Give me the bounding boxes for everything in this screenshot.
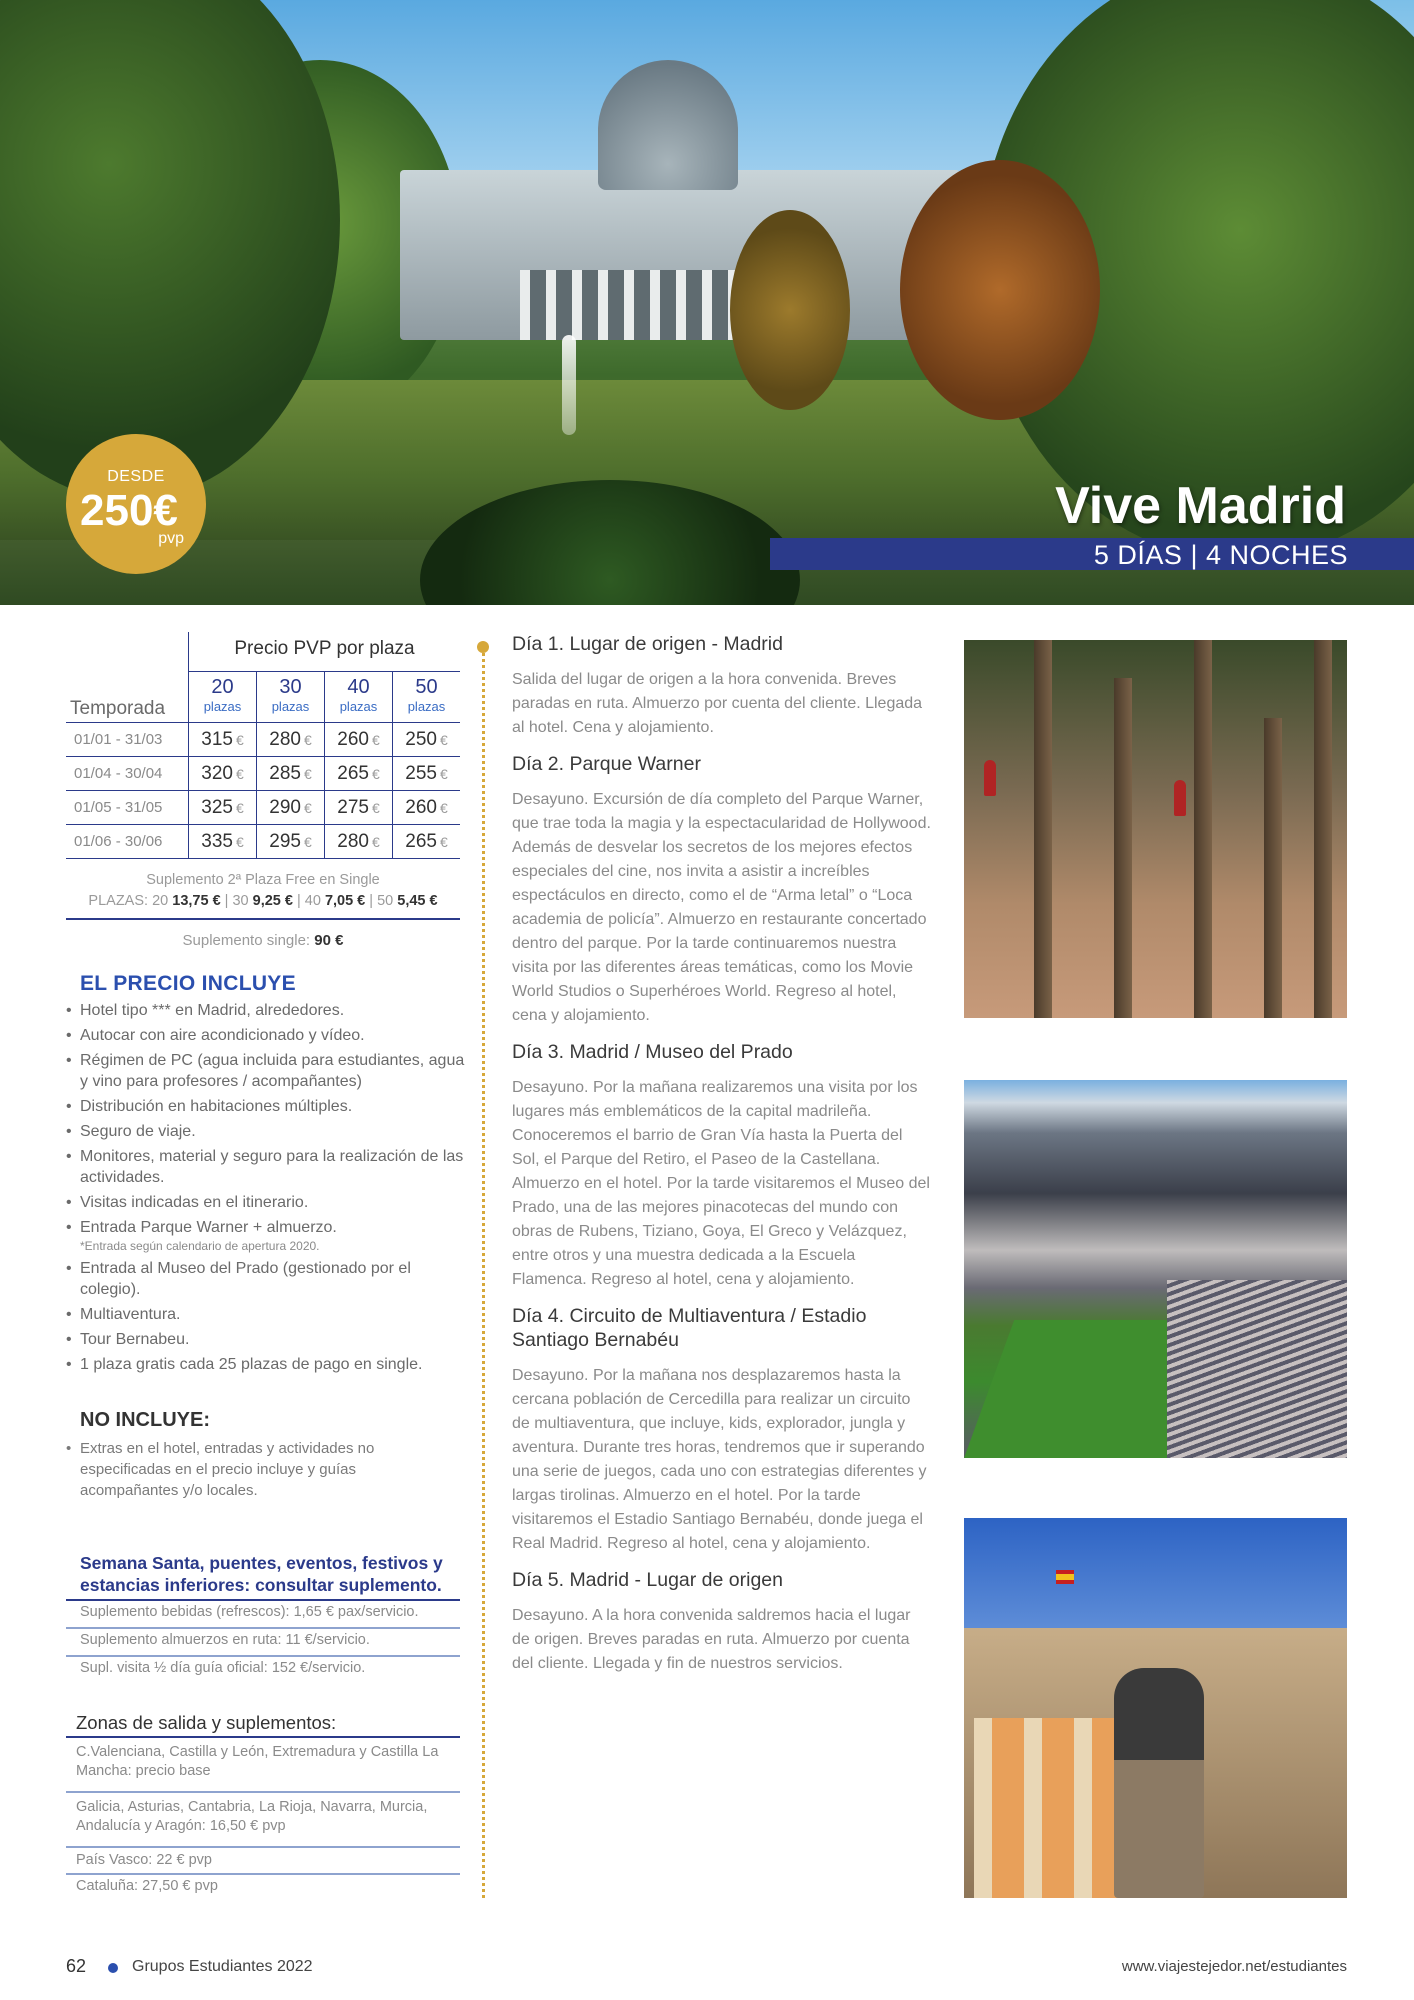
- not-included-text: • Extras en el hotel, entradas y actividades no especificadas en el precio incluye y guías acompañantes y/o locales.: [66, 1438, 436, 1501]
- itinerary: [512, 632, 932, 1688]
- day-text: Desayuno. Por la mañana nos desplazaremos hasta la cercana población de Cercedilla para realizar un circuito de multiaventura, que incluye, kids, explorador, jungla y aventura. Durante tres horas, tendremos que ir superando una serie de juegos, cada uno con estrategias diferentes y largas tirolinas. Almuerzo en el hotel. Por la tarde visitaremos el Estadio Santiago Bernabéu, donde juega el Real Madrid. Regreso al hotel, cena y alojamiento.: [512, 1367, 927, 1552]
- page-number: 62: [66, 1956, 87, 1976]
- table-row: [66, 757, 460, 791]
- dotted-divider: [482, 648, 485, 1898]
- price-cell: 285 €: [256, 757, 324, 790]
- divider: [66, 1736, 460, 1738]
- day-title: Día 4. Circuito de Multiaventura / Estadio Santiago Bernabéu: [512, 1305, 867, 1351]
- zona-line: Galicia, Asturias, Cantabria, La Rioja, Navarra, Murcia, Andalucía y Aragón: 16,50 € pvp: [76, 1799, 428, 1834]
- price-cell: 280 €: [324, 825, 392, 858]
- day-title: Día 1. Lugar de origen - Madrid: [512, 633, 783, 655]
- price-cell: 320 €: [188, 757, 256, 790]
- price-cell: 290 €: [256, 791, 324, 824]
- day-text: Desayuno. Por la mañana realizaremos una visita por los lugares más emblemáticos de la capital madrileña. Conoceremos el barrio de Gran Vía hasta la Puerta del Sol, el Parque del Retiro, el Paseo de la Castellana. Almuerzo en el hotel. Por la tarde visitaremos el Museo del Prado, una de las mejores pinacotecas del mundo con obras de Rubens, Tiziano, Goya, El Greco y Velázquez, entre otros y una muestra dedicada a la Escuela Flamenca. Regreso al hotel, cena y alojamiento.: [512, 1079, 930, 1288]
- zona-line: C.Valenciana, Castilla y León, Extremadura y Castilla La Mancha: precio base: [76, 1744, 439, 1779]
- list-item: • 1 plaza gratis cada 25 plazas de pago en single.: [66, 1354, 466, 1375]
- itinerary-day: [512, 752, 932, 1028]
- divider: [66, 1846, 460, 1848]
- season-cell: 01/04 - 30/04: [74, 765, 163, 782]
- price-cell: 275 €: [324, 791, 392, 824]
- day-title: Día 5. Madrid - Lugar de origen: [512, 1569, 783, 1591]
- price-cell: 335 €: [188, 825, 256, 858]
- itinerary-day: [512, 1040, 932, 1292]
- price-cell: 265 €: [324, 757, 392, 790]
- itinerary-day: [512, 1304, 932, 1556]
- price-badge-desde: DESDE: [107, 468, 165, 485]
- column-header: [256, 672, 324, 722]
- includes-list: [66, 1000, 466, 1379]
- season-cell: 01/06 - 30/06: [74, 833, 163, 850]
- day-title: Día 2. Parque Warner: [512, 753, 701, 775]
- hero-fountain: [562, 335, 576, 435]
- day-title: Día 3. Madrid / Museo del Prado: [512, 1041, 793, 1063]
- single-supplement: Suplemento single: 90 €: [182, 932, 344, 949]
- tree-trunk: [1114, 678, 1132, 1018]
- page-title: Vive Madrid: [1055, 477, 1346, 535]
- page-subtitle: 5 DÍAS | 4 NOCHES: [1093, 540, 1348, 570]
- crystal-palace-dome: [598, 60, 738, 190]
- footer-url-link[interactable]: www.viajestejedor.net/estudiantes: [1121, 1958, 1347, 1975]
- temporada-label: Temporada: [70, 698, 166, 719]
- list-item: • Tour Bernabeu.: [66, 1329, 466, 1350]
- column-label: plazas: [271, 699, 310, 714]
- divider: [66, 1655, 460, 1657]
- itinerary-day: [512, 1568, 932, 1676]
- tree-trunk: [1194, 640, 1212, 1018]
- velazquez-statue: [1114, 1668, 1204, 1898]
- list-item: • Distribución en habitaciones múltiples.: [66, 1096, 466, 1117]
- list-item: • Monitores, material y seguro para la realización de las actividades.: [66, 1146, 466, 1188]
- tree-trunk: [1314, 640, 1332, 1018]
- list-item: • Seguro de viaje.: [66, 1121, 466, 1142]
- hero-tree: [900, 160, 1100, 420]
- price-cell: 250 €: [392, 723, 460, 756]
- footer-dot-icon: [108, 1963, 118, 1973]
- single-free-note: Suplemento 2ª Plaza Free en Single: [146, 872, 380, 888]
- warner-note: *Entrada según calendario de apertura 2020.: [80, 1239, 320, 1253]
- price-cell: 295 €: [256, 825, 324, 858]
- price-badge: [66, 434, 206, 574]
- price-cell: 255 €: [392, 757, 460, 790]
- price-table-columns: [188, 672, 460, 722]
- price-table-body: [66, 722, 460, 859]
- photo-museo-del-prado: [964, 1518, 1347, 1898]
- supplements-title: Semana Santa, puentes, eventos, festivos y estancias inferiores: consultar suplemento.: [80, 1553, 443, 1595]
- spain-flag: [1056, 1570, 1074, 1584]
- person: [984, 760, 996, 796]
- table-row: [66, 825, 460, 859]
- table-row: [66, 791, 460, 825]
- divider: [66, 1791, 460, 1793]
- hero-photo-crystal-palace: [0, 0, 1414, 605]
- column-label: plazas: [203, 699, 242, 714]
- list-item: • Visitas indicadas en el itinerario.: [66, 1192, 466, 1213]
- includes-title: EL PRECIO INCLUYE: [80, 972, 296, 995]
- column-header: [188, 672, 256, 722]
- column-number: 30: [279, 676, 302, 698]
- price-badge-pvp: pvp: [158, 530, 184, 547]
- column-number: 40: [347, 676, 370, 698]
- supplement-line: Suplemento almuerzos en ruta: 11 €/servicio.: [80, 1632, 370, 1648]
- zona-line: Cataluña: 27,50 € pvp: [76, 1878, 218, 1894]
- person: [1174, 780, 1186, 816]
- itinerary-day: [512, 632, 932, 740]
- list-item: • Entrada al Museo del Prado (gestionado por el colegio).: [66, 1258, 466, 1300]
- divider: [66, 1873, 460, 1875]
- table-row: [66, 723, 460, 757]
- price-table-header: Precio PVP por plaza: [188, 632, 460, 672]
- list-item: • Autocar con aire acondicionado y vídeo.: [66, 1025, 466, 1046]
- column-number: 20: [211, 676, 234, 698]
- divider: [66, 1627, 460, 1629]
- list-item: • Multiaventura.: [66, 1304, 466, 1325]
- tree-trunk: [1264, 718, 1282, 1018]
- day-text: Desayuno. Excursión de día completo del Parque Warner, que trae toda la magia y la espectacularidad de Hollywood. Además de desvelar los secretos de los mejores efectos especiales del cine, nos invita a asistir a increíbles espectáculos en directo, como el de “Arma letal” o “Loca academia de policía”. Almuerzo en restaurante concertado dentro del parque. Por la tarde continuaremos nuestra visita por las diferentes áreas temáticas, como los Movie World Studios o Superhéroes World. Regreso al hotel, cena y alojamiento.: [512, 791, 931, 1024]
- hero-tree: [730, 210, 850, 410]
- list-item: • Hotel tipo *** en Madrid, alrededores.: [66, 1000, 466, 1021]
- supplement-line: Suplemento bebidas (refrescos): 1,65 € pax/servicio.: [80, 1604, 419, 1620]
- footer-title: Grupos Estudiantes 2022: [132, 1958, 313, 1975]
- tree-trunk: [1034, 640, 1052, 1018]
- column-header: [392, 672, 460, 722]
- column-number: 50: [415, 676, 438, 698]
- price-cell: 260 €: [392, 791, 460, 824]
- season-cell: 01/05 - 31/05: [74, 799, 163, 816]
- list-item: • Régimen de PC (agua incluida para estudiantes, agua y vino para profesores / acompañantes): [66, 1050, 466, 1092]
- not-included-title: NO INCLUYE:: [80, 1409, 210, 1431]
- zona-line: País Vasco: 22 € pvp: [76, 1852, 212, 1868]
- price-cell: 315 €: [188, 723, 256, 756]
- price-cell: 280 €: [256, 723, 324, 756]
- photo-adventure-park: [964, 640, 1347, 1018]
- day-text: Salida del lugar de origen a la hora convenida. Breves paradas en ruta. Almuerzo por cuenta del cliente. Llegada al hotel. Cena y alojamiento.: [512, 671, 923, 736]
- zonas-title: Zonas de salida y suplementos:: [76, 1712, 337, 1733]
- price-cell: 260 €: [324, 723, 392, 756]
- column-label: plazas: [407, 699, 446, 714]
- price-cell: 265 €: [392, 825, 460, 858]
- column-label: plazas: [339, 699, 378, 714]
- stadium-stands: [1167, 1280, 1347, 1458]
- single-free-prices: PLAZAS: 20 13,75 € | 30 9,25 € | 40 7,05 € | 50 5,45 €: [88, 893, 438, 909]
- price-cell: 325 €: [188, 791, 256, 824]
- price-badge-amount: 250€: [80, 486, 178, 535]
- day-text: Desayuno. A la hora convenida saldremos hacia el lugar de origen. Breves paradas en ruta. Almuerzo por cuenta del cliente. Llegada y fin de nuestros servicios.: [512, 1607, 911, 1672]
- season-cell: 01/01 - 31/03: [74, 731, 163, 748]
- divider: [66, 1599, 460, 1601]
- column-header: [324, 672, 392, 722]
- supplement-line: Supl. visita ½ día guía oficial: 152 €/servicio.: [80, 1660, 366, 1676]
- photo-bernabeu-stadium: [964, 1080, 1347, 1458]
- divider: [66, 918, 460, 920]
- list-item: • Entrada Parque Warner + almuerzo. *Entrada según calendario de apertura 2020.: [66, 1217, 466, 1254]
